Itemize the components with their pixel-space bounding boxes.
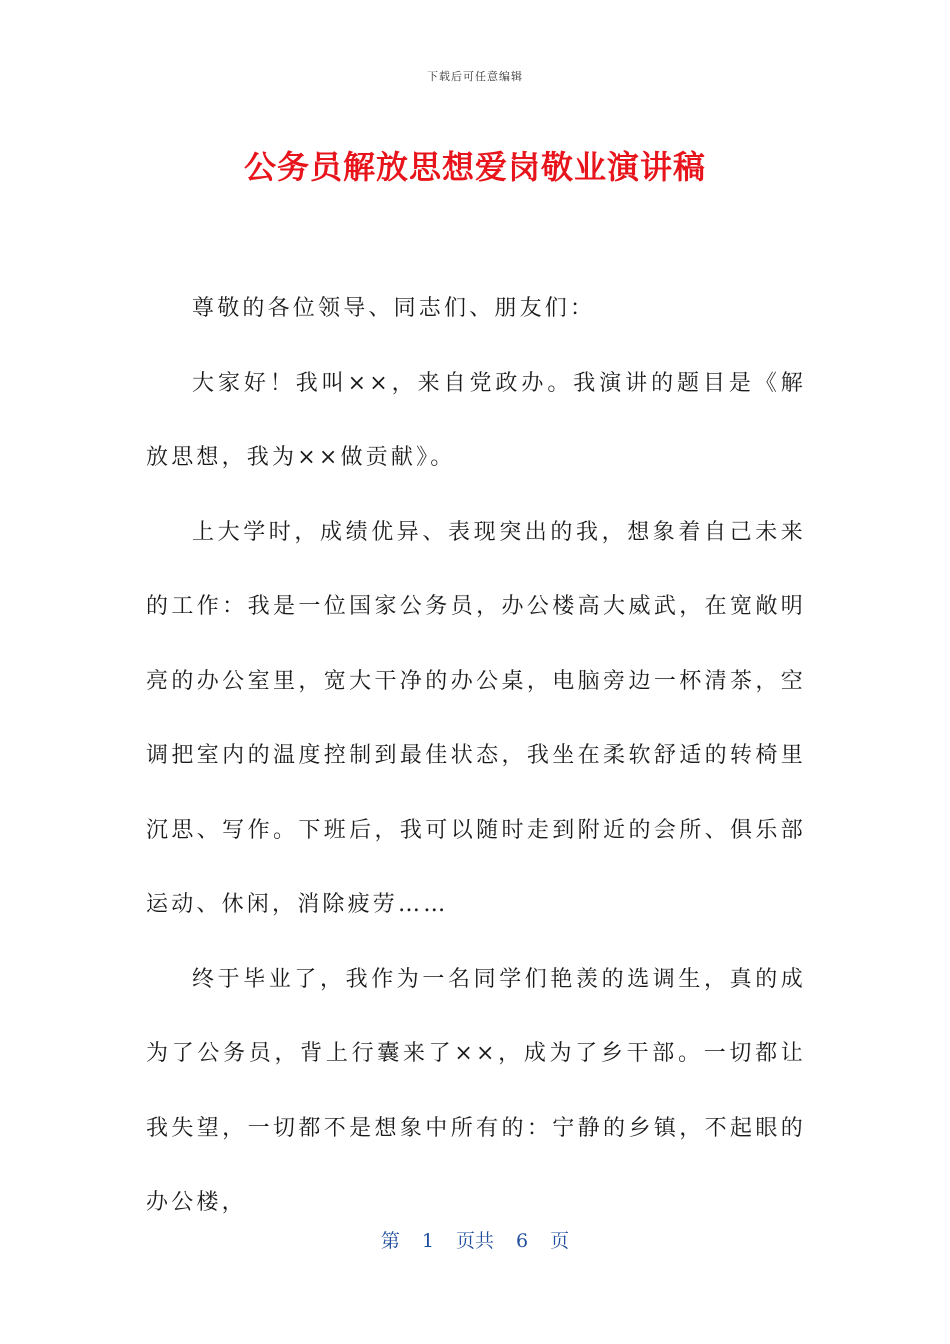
- header-note: 下载后可任意编辑: [427, 70, 523, 83]
- document-body: [146, 272, 806, 1241]
- paragraph-salutation: 尊敬的各位领导、同志们、朋友们：: [192, 296, 596, 321]
- paragraph-reality: 终于毕业了，我作为一名同学们艳羡的选调生，真的成为了公务员，背上行囊来了××，成为了乡干部。一切都让我失望，一切都不是想象中所有的：宁静的乡镇，不起眼的办公楼，: [146, 966, 806, 1215]
- document-title: 公务员解放思想爱岗敬业演讲稿: [243, 148, 706, 186]
- paragraph-greeting: 大家好！我叫××，来自党政办。我演讲的题目是《解放思想，我为××做贡献》。: [146, 370, 806, 470]
- footer-suffix: 页: [550, 1230, 570, 1252]
- footer-prefix: 第: [380, 1230, 400, 1252]
- page-footer: [0, 1226, 950, 1253]
- footer-middle: 页共: [455, 1230, 494, 1252]
- footer-current-page: 1: [421, 1230, 434, 1252]
- footer-total-pages: 6: [516, 1230, 529, 1252]
- paragraph-imagination: 上大学时，成绩优异、表现突出的我，想象着自己未来的工作：我是一位国家公务员，办公楼高大威武，在宽敞明亮的办公室里，宽大干净的办公桌，电脑旁边一杯清茶，空调把室内的温度控制到最佳状态，我坐在柔软舒适的转椅里沉思、写作。下班后，我可以随时走到附近的会所、俱乐部运动、休闲，消除疲劳……: [146, 519, 806, 917]
